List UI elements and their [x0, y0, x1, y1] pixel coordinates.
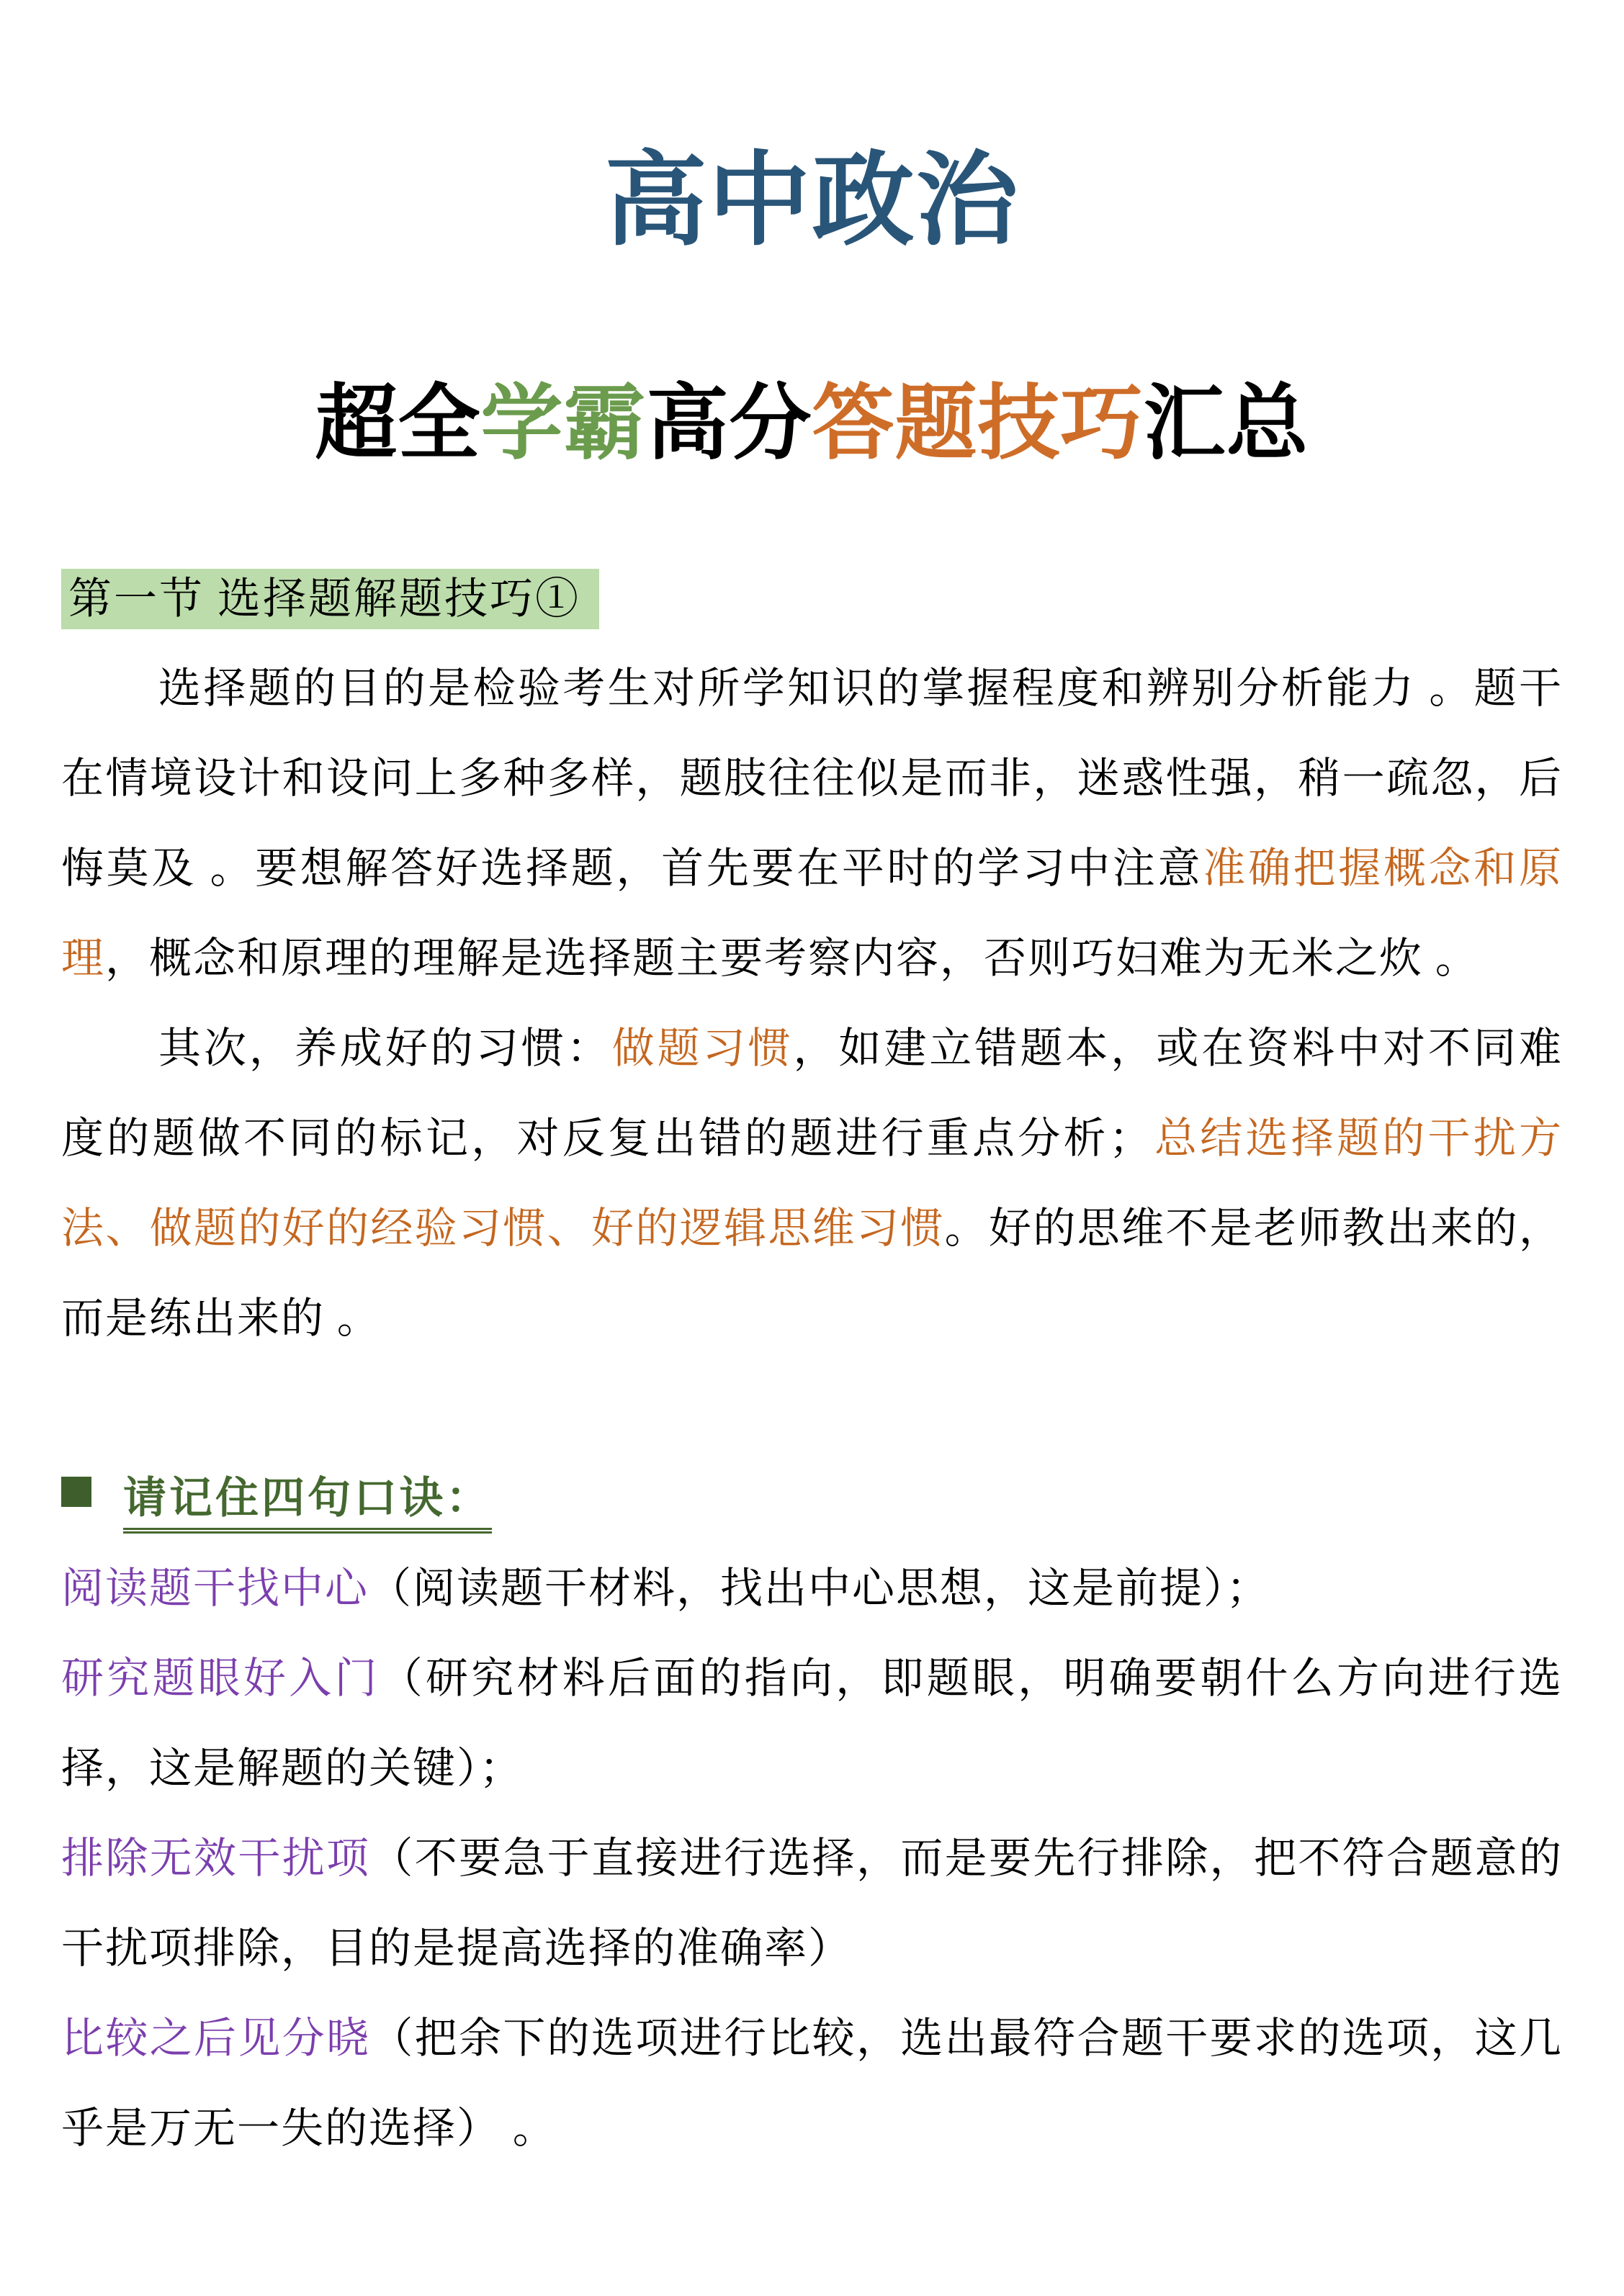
- paragraph-1: [61, 644, 1563, 1004]
- paragraph-1-text: 选择题的目的是检验考生对所学知识的掌握程度和辨别分析能力 。题干在情境设计和设问上多种多样，题肢往往似是而非，迷惑性强，稍一疏忽，后悔莫及 。要想解答好选择题，首先要在平时的学习中注意: [61, 665, 1563, 892]
- mnemonic-item-2-lead: 研究题眼好入门: [61, 1655, 380, 1702]
- mnemonic-item-3: [61, 1814, 1563, 1994]
- subtitle-segment-3: 高分: [646, 378, 812, 469]
- page-title: 高中政治: [604, 143, 1020, 258]
- mnemonic-item-3-rest: （不要急于直接进行选择，而是要先行排除，把不符合题意的干扰项排除，目的是提高选择的准确率）: [61, 1834, 1563, 1972]
- paragraph-2: [61, 1004, 1563, 1364]
- mnemonic-item-4: [61, 1994, 1563, 2174]
- section-header: 第一节 选择题解题技巧①: [61, 569, 599, 629]
- mnemonic-item-1-rest: （阅读题干材料，找出中心思想，这是前提）；: [369, 1565, 1270, 1612]
- paragraph-2-orange-text-2: 总结选择题的干扰方法、做题的好的经验习惯、好的逻辑思维习惯: [61, 1115, 1563, 1252]
- subtitle-segment-4: 答题技巧: [812, 378, 1144, 469]
- paragraph-1-orange-text: 准确把握概念和原理: [61, 845, 1563, 982]
- paragraph-2-orange-text-1: 做题习惯: [611, 1025, 794, 1072]
- mnemonic-item-2-rest: （研究材料后面的指向，即题眼，明确要朝什么方向进行选择，这是解题的关键）；: [61, 1655, 1563, 1792]
- page-subtitle: [61, 380, 1563, 468]
- mnemonic-item-4-rest: （把余下的选项进行比较，选出最符合题干要求的选项，这几乎是万无一失的选择） 。: [61, 2014, 1563, 2152]
- subtitle-segment-2: 学霸: [480, 378, 647, 469]
- paragraph-2-text: 其次，养成好的习惯：: [158, 1025, 612, 1072]
- mnemonic-item-1: [61, 1544, 1563, 1634]
- square-bullet-icon: [61, 1477, 91, 1507]
- paragraph-2-text-3: 。好的思维不是老师教出来的，而是练出来的 。: [61, 1205, 1563, 1342]
- mnemonic-heading-text: 请记住四句口诀：: [123, 1475, 492, 1534]
- subtitle-segment-1: 超全: [315, 378, 481, 469]
- section-header-row: [61, 569, 1563, 629]
- mnemonic-heading: [61, 1454, 1563, 1544]
- mnemonic-item-1-lead: 阅读题干找中心: [61, 1565, 369, 1612]
- mnemonic-item-2: [61, 1634, 1563, 1814]
- mnemonic-item-3-lead: 排除无效干扰项: [61, 1834, 371, 1882]
- subtitle-segment-5: 汇总: [1143, 378, 1309, 469]
- paragraph-1-text-2: ，概念和原理的理解是选择题主要考察内容，否则巧妇难为无米之炊 。: [105, 935, 1479, 982]
- mnemonic-item-4-lead: 比较之后见分晓: [61, 2014, 371, 2062]
- paragraph-2-text-2: ，如建立错题本，或在资料中对不同难度的题做不同的标记，对反复出错的题进行重点分析；: [61, 1025, 1563, 1162]
